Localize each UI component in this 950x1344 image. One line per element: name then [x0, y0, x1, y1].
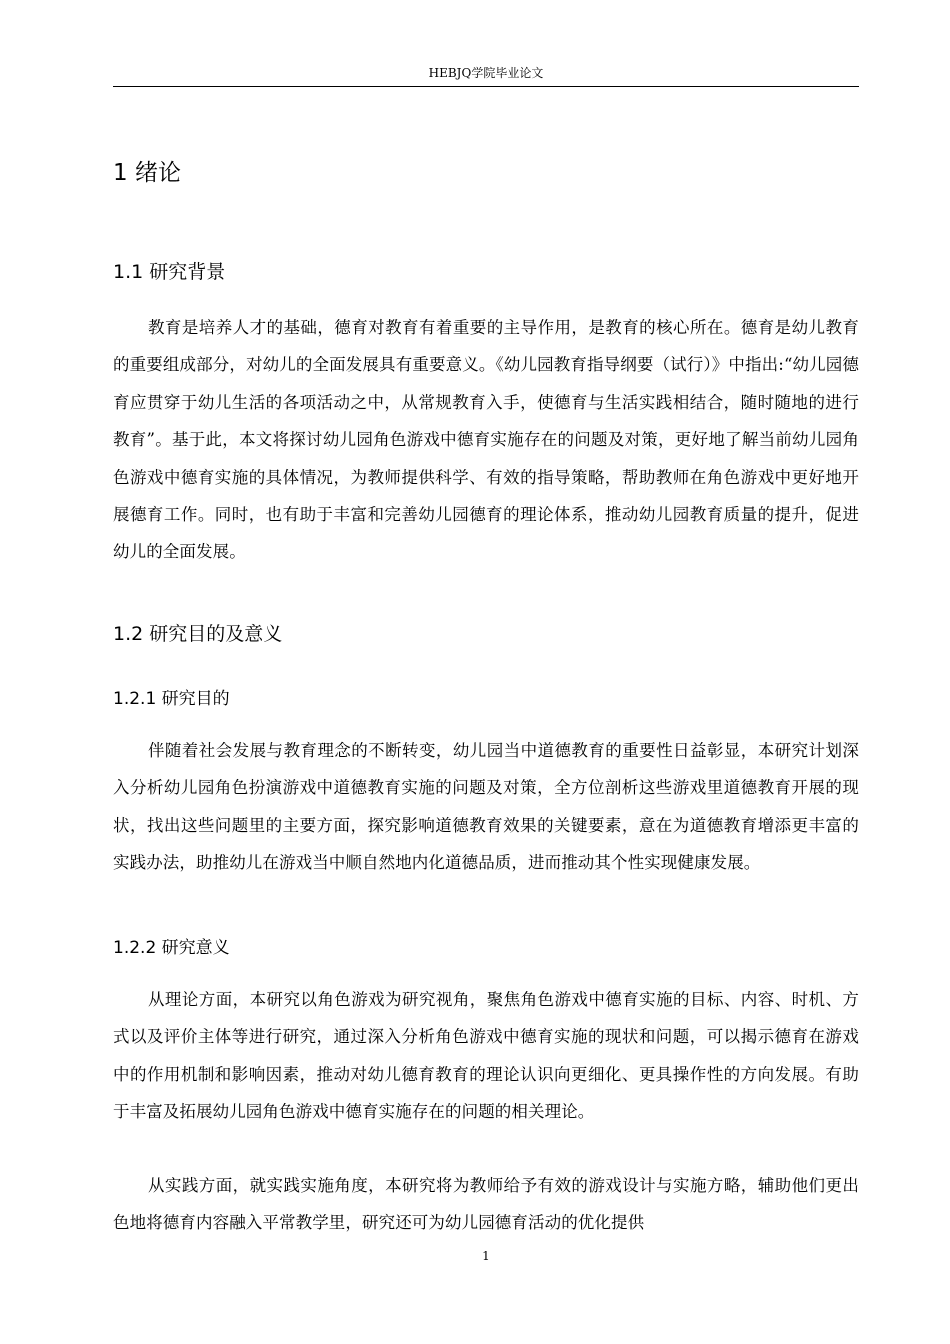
page-number: 1 [482, 1249, 490, 1263]
subsection-title-significance: 1.2.2 研究意义 [113, 938, 230, 958]
paragraph-background: 教育是培养人才的基础，德育对教育有着重要的主导作用，是教育的核心所在。德育是幼儿教育的重要组成部分，对幼儿的全面发展具有重要意义。《幼儿园教育指导纲要（试行）》中指出:“幼儿园德育应贯穿于幼儿生活的各项活动之中，从常规教育入手，使德育与生活实践相结合，随时随地的进行教育”。基于此，本文将探讨幼儿园角色游戏中德育实施存在的问题及对策，更好地了解当前幼儿园角色游戏中德育实施的具体情况，为教师提供科学、有效的指导策略，帮助教师在角色游戏中更好地开展德育工作。同时，也有助于丰富和完善幼儿园德育的理论体系，推动幼儿园教育质量的提升，促进幼儿的全面发展。 [113, 318, 859, 562]
page-header-title: HEBJQ学院毕业论文 [428, 66, 544, 80]
chapter-title: 1 绪论 [113, 160, 181, 186]
paragraph-significance-theory: 从理论方面，本研究以角色游戏为研究视角，聚焦角色游戏中德育实施的目标、内容、时机、方式以及评价主体等进行研究，通过深入分析角色游戏中德育实施的现状和问题，可以揭示德育在游戏中的作用机制和影响因素，推动对幼儿德育教育的理论认识向更细化、更具操作性的方向发展。有助于丰富及拓展幼儿园角色游戏中德育实施存在的问题的相关理论。 [113, 990, 859, 1122]
header-divider [113, 86, 859, 87]
subsection-title-purpose: 1.2.1 研究目的 [113, 689, 230, 709]
paragraph-significance-practice: 从实践方面，就实践实施角度，本研究将为教师给予有效的游戏设计与实施方略，辅助他们更出色地将德育内容融入平常教学里，研究还可为幼儿园德育活动的优化提供 [113, 1176, 859, 1233]
section-title-background: 1.1 研究背景 [113, 261, 226, 283]
section-title-purpose-significance: 1.2 研究目的及意义 [113, 623, 283, 645]
paragraph-purpose: 伴随着社会发展与教育理念的不断转变，幼儿园当中道德教育的重要性日益彰显，本研究计划深入分析幼儿园角色扮演游戏中道德教育实施的问题及对策，全方位剖析这些游戏里道德教育开展的现状，找出这些问题里的主要方面，探究影响道德教育效果的关键要素，意在为道德教育增添更丰富的实践办法，助推幼儿在游戏当中顺自然地内化道德品质，进而推动其个性实现健康发展。 [113, 741, 859, 873]
